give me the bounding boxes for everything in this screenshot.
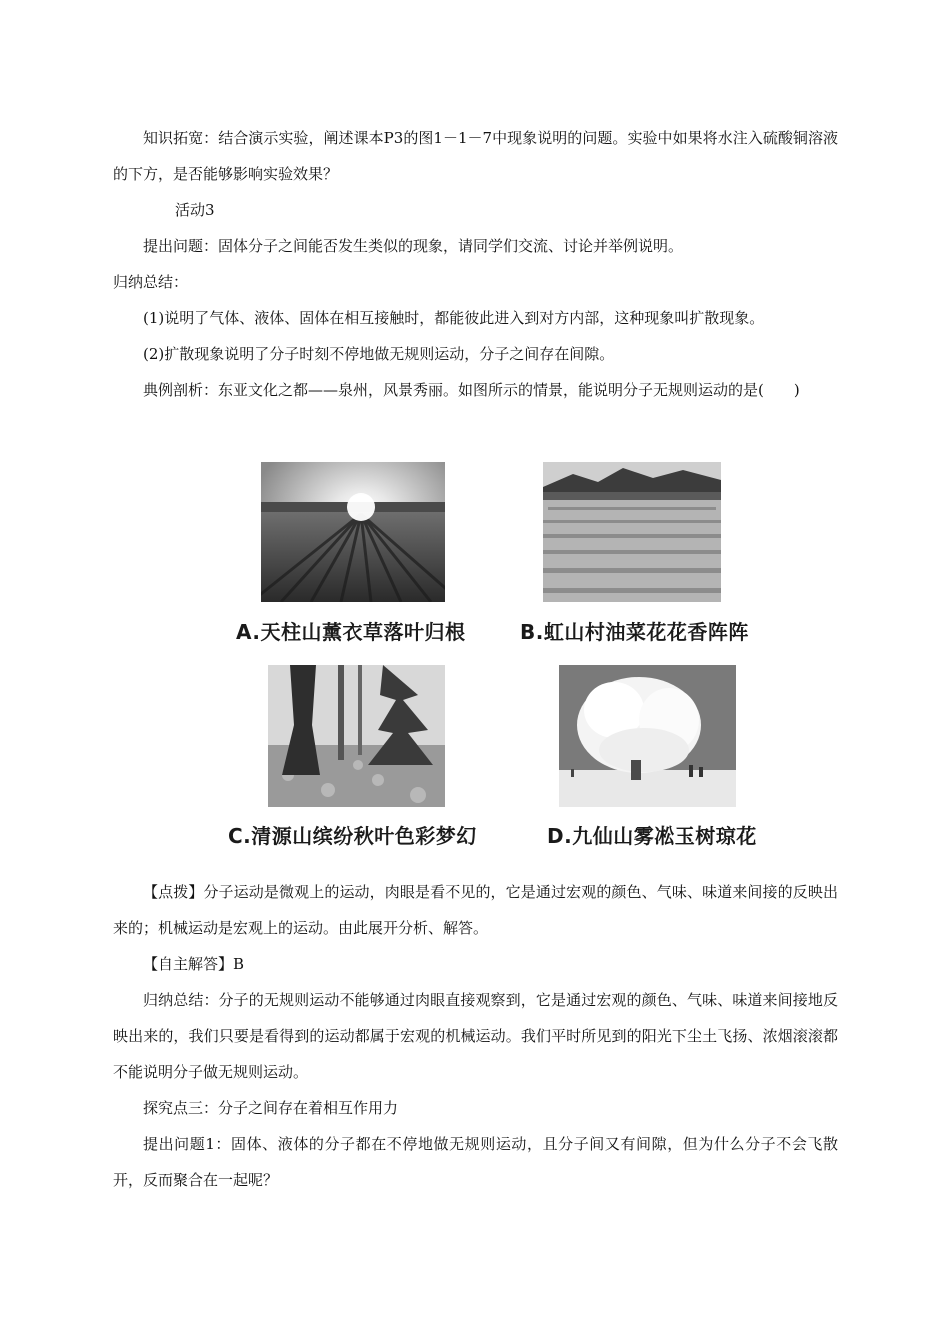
- lavender-field-photo: [261, 462, 445, 602]
- question-paragraph: 提出问题：固体分子之间能否发生类似的现象，请同学们交流、讨论并举例说明。: [143, 237, 684, 255]
- inquiry-point-three-heading: 探究点三：分子之间存在着相互作用力: [143, 1099, 399, 1117]
- example-analysis-paragraph: 典例剖析：东亚文化之都——泉州，风景秀丽。如图所示的情景，能说明分子无规则运动的是( ): [143, 381, 800, 399]
- summary-heading: 归纳总结：: [113, 273, 189, 291]
- induction-summary-paragraph: 归纳总结：分子的无规则运动不能够通过肉眼直接观察到，它是通过宏观的颜色、气味、味道来间接地反映出来的，我们只要是看得到的运动都属于宏观的机械运动。我们平时所见到的阳光下尘土飞扬、浓烟滚滚都不能说明分子做无规则运动。: [113, 991, 838, 1081]
- rapeseed-field-photo: [543, 462, 721, 602]
- knowledge-extension-paragraph: 知识拓宽：结合演示实验，阐述课本P3的图1－1－7中现象说明的问题。实验中如果将水注入硫酸铜溶液的下方，是否能够影响实验效果？: [113, 129, 838, 183]
- self-answer-paragraph: 【自主解答】B: [143, 955, 245, 973]
- rime-tree-photo: [559, 665, 736, 807]
- autumn-forest-photo: [268, 665, 445, 807]
- caption-option-c: C.清源山缤纷秋叶色彩梦幻: [228, 824, 477, 848]
- activity-heading: 活动3: [175, 201, 215, 219]
- summary-point-2: (2)扩散现象说明了分子时刻不停地做无规则运动，分子之间存在间隙。: [143, 345, 615, 363]
- question-one-paragraph: 提出问题1：固体、液体的分子都在不停地做无规则运动，且分子间又有间隙，但为什么分子不会飞散开，反而聚合在一起呢？: [113, 1135, 838, 1189]
- caption-option-b: B.虹山村油菜花花香阵阵: [520, 620, 749, 644]
- caption-option-d: D.九仙山雾凇玉树琼花: [547, 824, 757, 848]
- caption-option-a: A.天柱山薰衣草落叶归根: [236, 620, 466, 644]
- summary-point-1: (1)说明了气体、液体、固体在相互接触时，都能彼此进入到对方内部，这种现象叫扩散现象。: [143, 309, 765, 327]
- hint-paragraph: 【点拨】分子运动是微观上的运动，肉眼是看不见的，它是通过宏观的颜色、气味、味道来间接的反映出来的；机械运动是宏观上的运动。由此展开分析、解答。: [113, 883, 838, 937]
